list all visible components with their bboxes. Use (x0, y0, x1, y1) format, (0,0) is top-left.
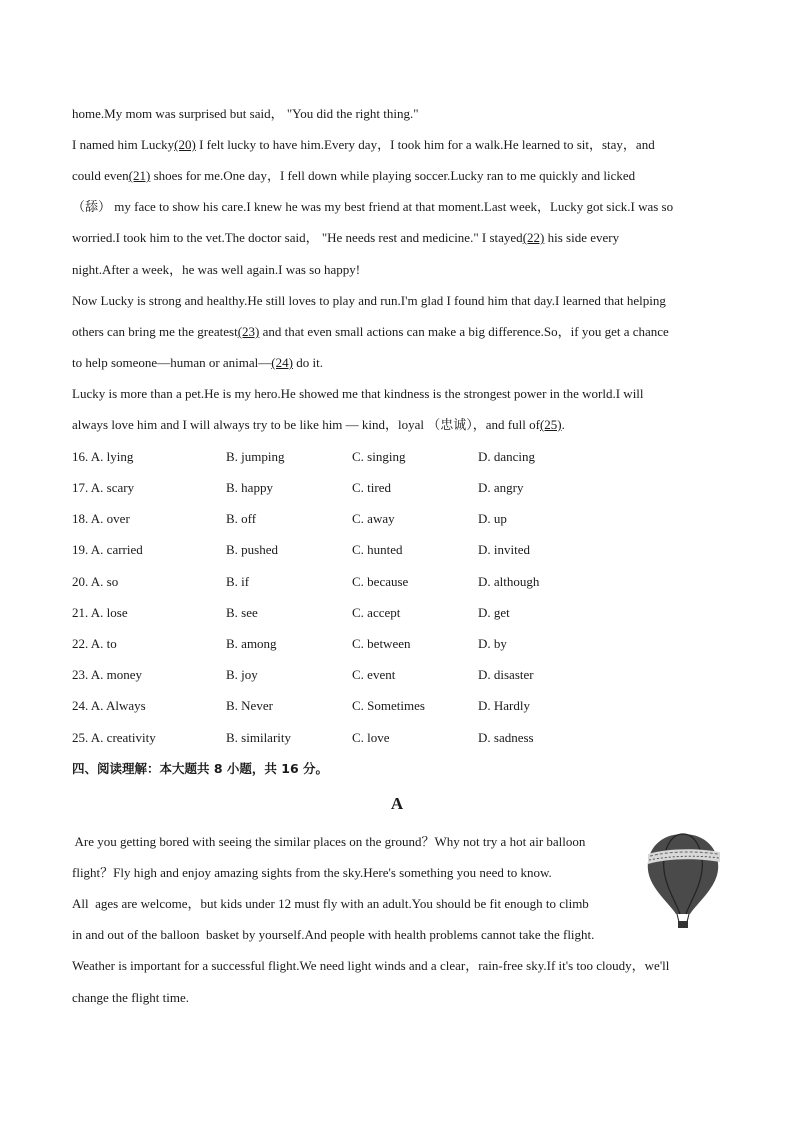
question-options-row (72, 479, 732, 497)
passage-line (72, 167, 635, 185)
option-b: B. jumping (226, 449, 285, 464)
passage-line (72, 261, 360, 279)
option-c: C. singing (352, 449, 406, 464)
option-d: D. dancing (478, 449, 536, 464)
option-b: B. see (226, 605, 258, 620)
passage-text: Lucky is more than a pet.He is my hero.He showed me that kindness is the strongest power in the world.I will (72, 386, 644, 401)
passage-a-line: All ages are welcome，but kids under 12 must fly with an adult.You should be fit enough to climb (72, 896, 589, 911)
blank-number: (22) (522, 230, 545, 245)
passage-text: I felt lucky to have him.Every day，I took him for a walk.He learned to sit，stay，and (195, 137, 655, 152)
option-d: D. by (478, 636, 507, 651)
passage-line (72, 198, 673, 216)
passage-text: worried.I took him to the vet.The doctor said， "He needs rest and medicine." I stayed (72, 230, 523, 245)
option-d: D. disaster (478, 667, 534, 682)
passage-text: his side every (544, 230, 620, 245)
option-b: B. Never (226, 698, 273, 713)
passage-line (72, 292, 666, 310)
passage-text: home.My mom was surprised but said， "You did the right thing." (72, 106, 419, 121)
passage-line (72, 136, 655, 154)
option-a: 23. A. money (72, 667, 143, 682)
question-options-row (72, 635, 732, 653)
option-a: 16. A. lying (72, 449, 134, 464)
option-b: B. happy (226, 480, 273, 495)
passage-text: to help someone—human or animal— (72, 355, 272, 370)
passage-text: could even (72, 168, 129, 183)
option-a: 21. A. lose (72, 605, 128, 620)
option-c: C. Sometimes (352, 698, 425, 713)
passage-line (72, 323, 669, 341)
passage-line (72, 385, 644, 403)
option-b: B. similarity (226, 730, 291, 745)
option-a: 24. A. Always (72, 698, 146, 713)
option-d: D. angry (478, 480, 524, 495)
option-d: D. up (478, 511, 507, 526)
passage-text: . (561, 417, 565, 432)
blank-number: (21) (128, 168, 151, 183)
passage-a-line: change the flight time. (72, 990, 189, 1005)
option-c: C. tired (352, 480, 391, 495)
passage-text: others can bring me the greatest (72, 324, 238, 339)
blank-number: (24) (271, 355, 293, 370)
passage-line (72, 354, 323, 372)
blank-number: (25) (539, 417, 562, 432)
question-options-row (72, 510, 732, 528)
option-a: 18. A. over (72, 511, 130, 526)
option-d: D. although (478, 574, 540, 589)
option-a: 25. A. creativity (72, 730, 156, 745)
question-options-row (72, 448, 732, 466)
passage-line (72, 229, 619, 247)
hot-air-balloon-icon (640, 830, 726, 930)
question-options-row (72, 573, 732, 591)
option-d: D. Hardly (478, 698, 530, 713)
passage-text: shoes for me.One day，I fell down while playing soccer.Lucky ran to me quickly and licked (150, 168, 636, 183)
passage-a-line: flight？Fly high and enjoy amazing sights from the sky.Here's something you need to know. (72, 865, 552, 880)
option-b: B. off (226, 511, 257, 526)
option-c: C. event (352, 667, 396, 682)
option-a: 19. A. carried (72, 542, 143, 557)
passage-a-title: A (390, 794, 404, 813)
option-d: D. sadness (478, 730, 534, 745)
option-c: C. hunted (352, 542, 403, 557)
question-options-row (72, 666, 732, 684)
blank-number: (20) (174, 137, 196, 152)
option-a: 20. A. so (72, 574, 119, 589)
passage-line (72, 105, 419, 123)
option-a: 17. A. scary (72, 480, 135, 495)
option-b: B. among (226, 636, 277, 651)
question-options-row (72, 697, 732, 715)
blank-number: (23) (237, 324, 260, 339)
question-options-row (72, 729, 732, 747)
option-d: D. get (478, 605, 510, 620)
passage-line (72, 416, 565, 434)
passage-a-line: Weather is important for a successful flight.We need light winds and a clear，rain-free sky.If it's too cloudy，we'll (72, 958, 670, 973)
passage-text: night.After a week，he was well again.I was so happy! (72, 262, 361, 277)
section-heading: 四、阅读理解：本大题共 8 小题，共 16 分。 (72, 761, 329, 776)
option-c: C. love (352, 730, 390, 745)
option-c: C. away (352, 511, 395, 526)
option-d: D. invited (478, 542, 530, 557)
option-c: C. between (352, 636, 411, 651)
passage-text: （舔） my face to show his care.I knew he was my best friend at that moment.Last week，Lucky got sick.I was so (72, 199, 674, 214)
passage-text: and that even small actions can make a big difference.So，if you get a chance (259, 324, 669, 339)
question-options-row (72, 541, 732, 559)
passage-text: always love him and I will always try to be like him — kind，loyal （忠诚），and full of (72, 417, 540, 432)
passage-a-line: Are you getting bored with seeing the similar places on the ground？Why not try a hot air balloon (72, 834, 586, 849)
option-c: C. accept (352, 605, 401, 620)
passage-a-line: in and out of the balloon basket by yourself.And people with health problems cannot take the flight. (72, 927, 595, 942)
option-c: C. because (352, 574, 409, 589)
option-b: B. joy (226, 667, 258, 682)
option-b: B. pushed (226, 542, 278, 557)
question-options-row (72, 604, 732, 622)
option-a: 22. A. to (72, 636, 117, 651)
option-b: B. if (226, 574, 250, 589)
passage-text: I named him Lucky (72, 137, 175, 152)
passage-text: do it. (292, 355, 323, 370)
passage-text: Now Lucky is strong and healthy.He still loves to play and run.I'm glad I found him that day.I learned that helping (72, 293, 666, 308)
